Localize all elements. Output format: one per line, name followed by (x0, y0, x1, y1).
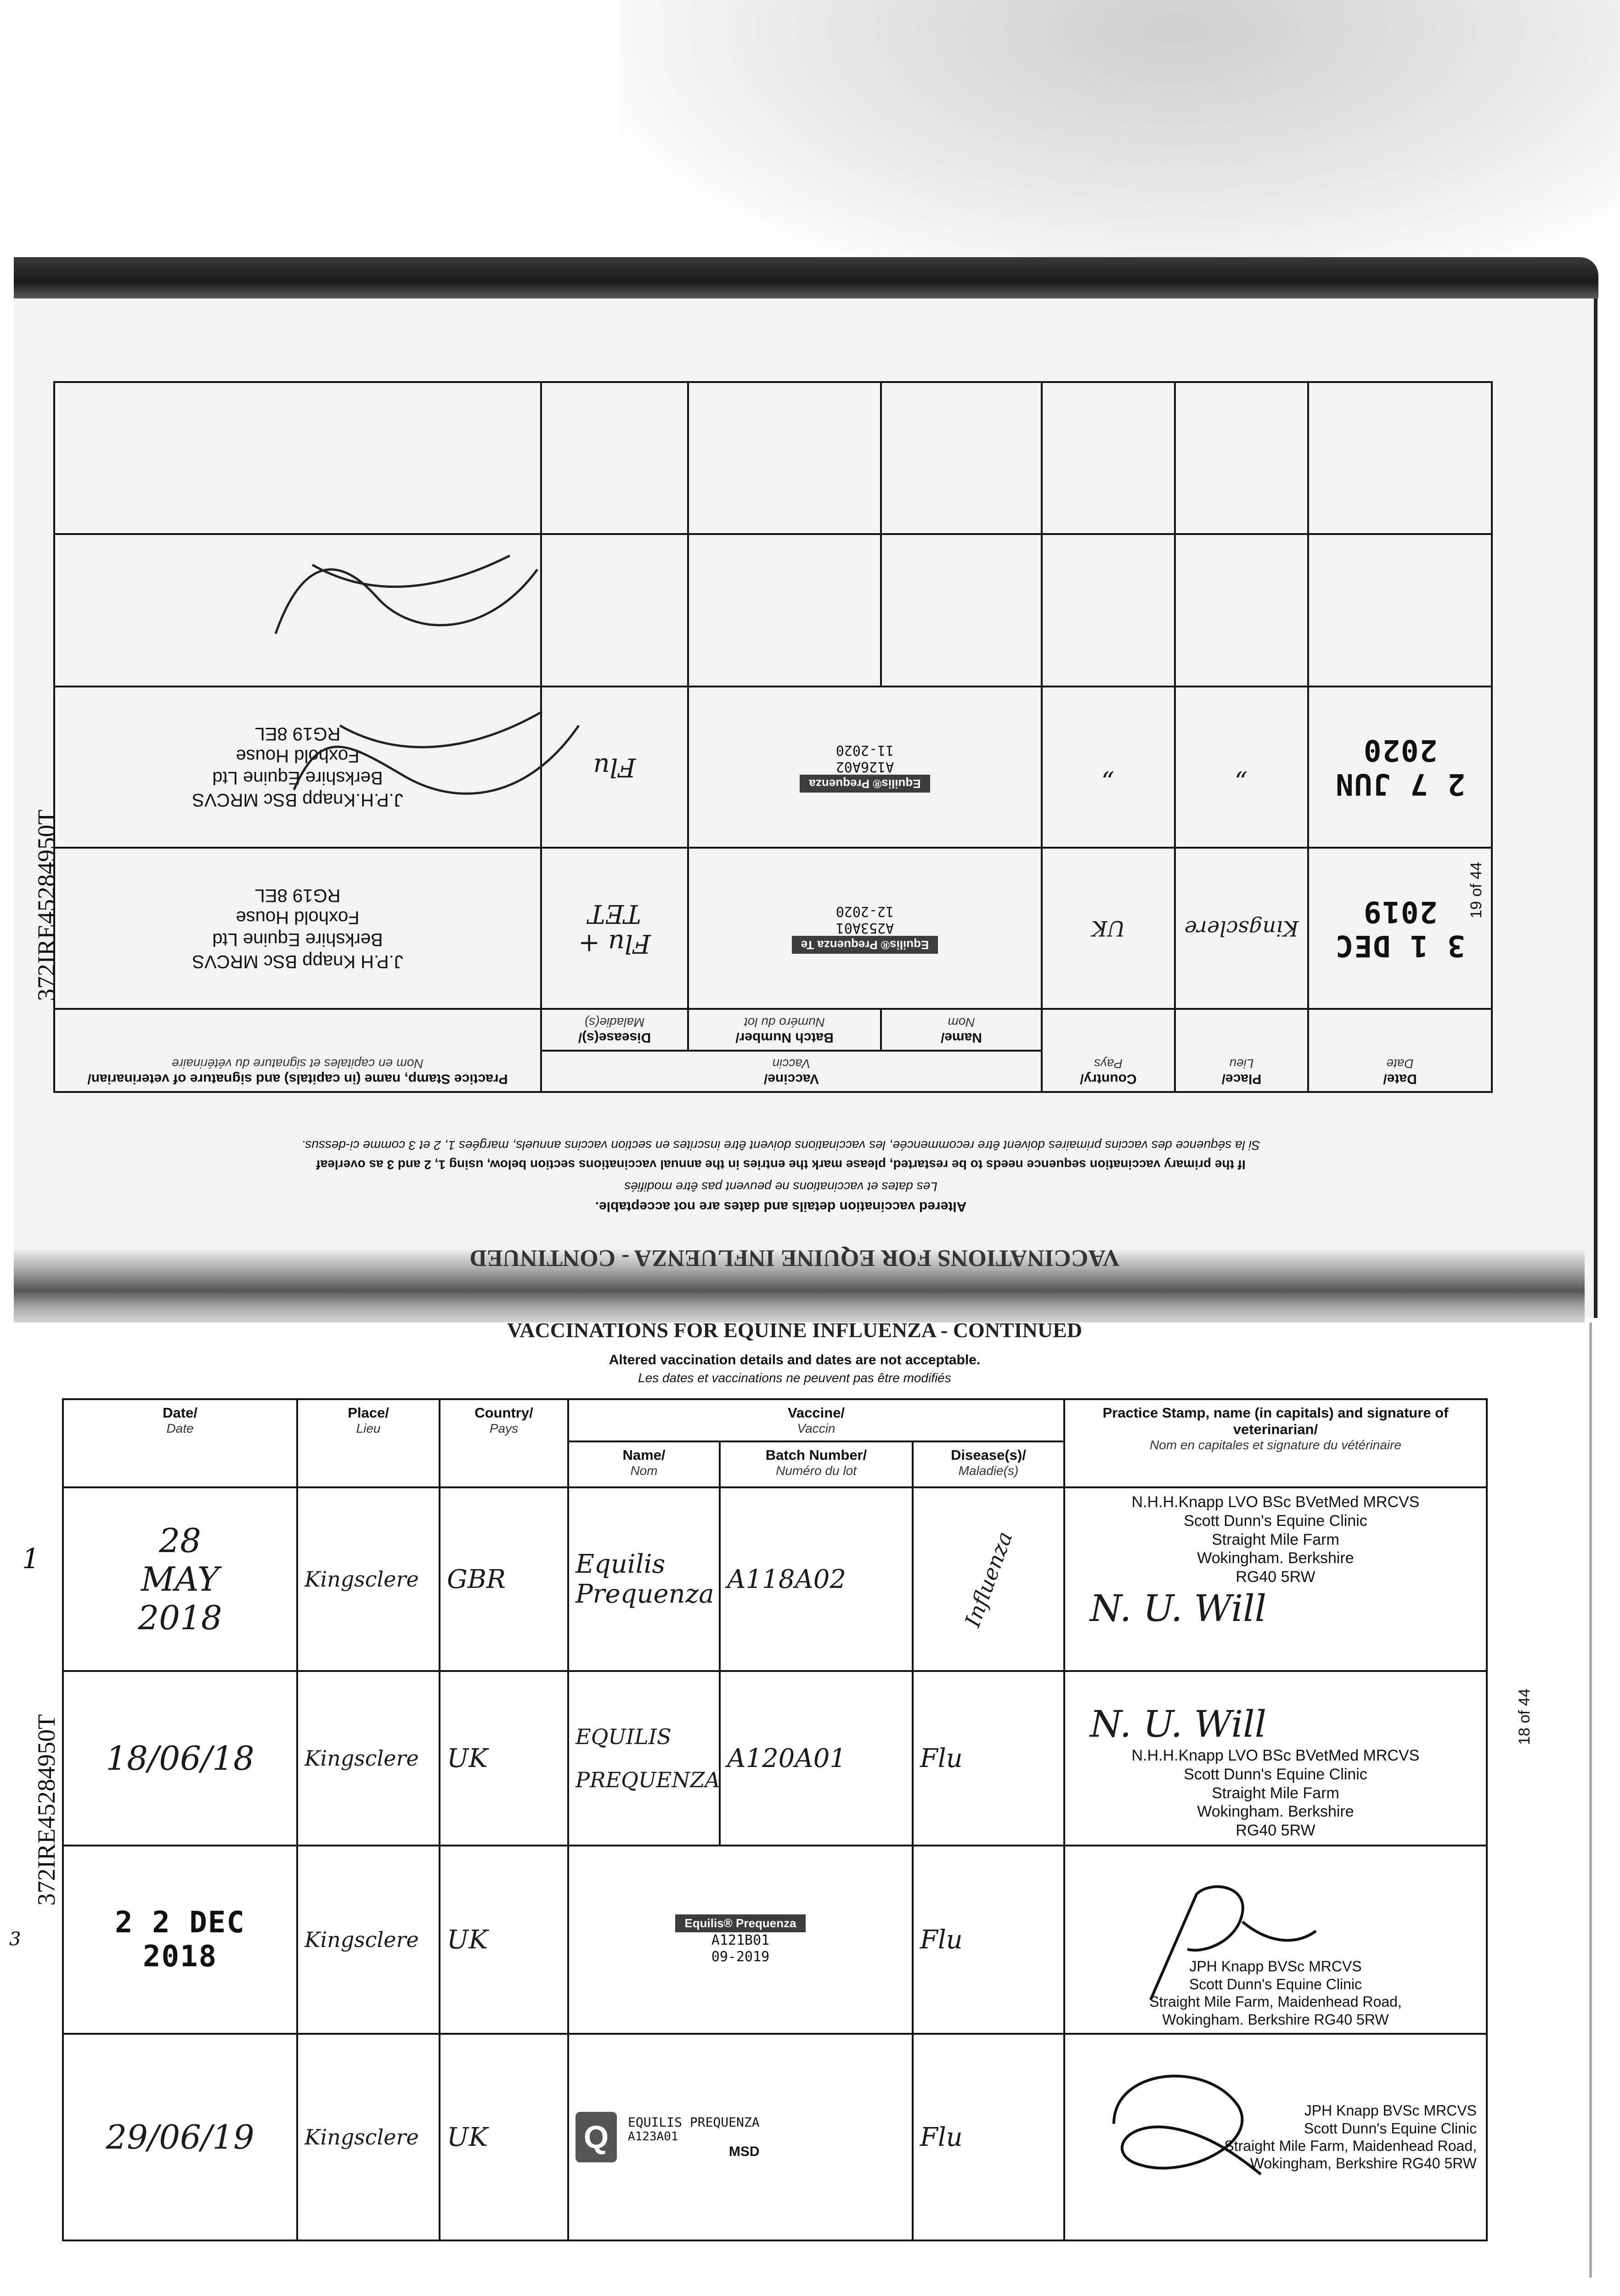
upper-row2-signature (266, 542, 551, 652)
lower-header-date: Date/ Date (63, 1399, 297, 1487)
scan-top-edge (14, 257, 1598, 298)
lower-row1-place: Kingsclere (297, 1487, 440, 1671)
upper-empty-row (54, 382, 1492, 534)
upper-header-practice: Practice Stamp, name (in capitals) and signature of veterinarian/ Nom en capitales et signature du vétérinaire (54, 1009, 541, 1092)
lower-row3-signature (1132, 1876, 1325, 2014)
lower-page-number: 18 of 44 (1516, 1688, 1533, 1745)
upper-passport-id: 372IRE45284950T (33, 810, 60, 1001)
lower-row1-name: Equilis Prequenza (568, 1487, 720, 1671)
lower-row4-signature (1086, 2050, 1279, 2188)
upper-row1-country: UK (1042, 848, 1175, 1009)
lower-row3-vet-stamp: JPH Knapp BVSc MRCVS Scott Dunn's Equine Clinic Straight Mile Farm, Maidenhead Road, Wokingham. Berkshire RG40 5RW (1064, 1846, 1487, 2034)
lower-header-country: Country/ Pays (440, 1399, 568, 1487)
lower-row1-batch: A118A02 (720, 1487, 913, 1671)
upper-row2-vet-stamp: J.P.H.Knapp BSc MRCVS Berkshire Equine Ltd Foxhold House RG19 8EL (54, 687, 541, 848)
upper-row2-date: 2 7 JUN 2020 (1308, 687, 1492, 848)
lower-header-disease: Disease(s)/ Maladie(s) (913, 1441, 1064, 1487)
lower-row2-name: EQUILIS PREQUENZA (568, 1671, 720, 1846)
upper-row1-vet-stamp: J.P.H Knapp BSc MRCVS Berkshire Equine Ltd Foxhold House RG19 8EL (54, 848, 541, 1009)
upper-notice-fr: Les dates et vaccinations ne peuvent pas être modifiés (624, 1180, 937, 1194)
scan-shadow (620, 0, 1620, 285)
upper-header-date: Date/ Date (1308, 1009, 1492, 1092)
upper-header-disease: Disease(s)/ Maladie(s) (541, 1009, 688, 1050)
lower-row3-date: 2 2 DEC 2018 (63, 1846, 297, 2034)
lower-row1-country: GBR (440, 1487, 568, 1671)
lower-header-name: Name/ Nom (568, 1441, 720, 1487)
upper-row2-place: ” (1175, 687, 1308, 848)
upper-restart-fr: Si la séquence des vaccins primaires doivent être recommencée, les vaccinations doivent être inscrites en section vaccins annuels, margées 1, 2 et 3 comme ci-dessus. (301, 1138, 1260, 1153)
upper-row1-place: Kingsclere (1175, 848, 1308, 1009)
primary-sequence-mark-1: 1 (22, 1543, 40, 1575)
lower-row2-vet-stamp: N. U. Will N.H.H.Knapp LVO BSc BVetMed MRCVS Scott Dunn's Equine Clinic Straight Mile Farm Wokingham. Berkshire RG40 5RW (1064, 1671, 1487, 1846)
lower-row3-place: Kingsclere (297, 1846, 440, 2034)
upper-row1-vaccine-label: Equilis® Prequenza Te A253A01 12-2020 (688, 848, 1042, 1009)
lower-row2-batch: A120A01 (720, 1671, 913, 1846)
upper-header-name: Name/ Nom (881, 1009, 1042, 1050)
upper-table-row (54, 687, 1492, 848)
upper-row1-disease: Flu + TET (541, 848, 688, 1009)
lower-table-row (63, 1487, 1487, 1671)
lower-header-vaccine: Vaccine/ Vaccin (568, 1399, 1064, 1441)
upper-header-batch: Batch Number/ Numéro du lot (688, 1009, 881, 1050)
lower-vaccination-table (62, 1398, 1486, 2239)
lower-row4-vaccine-label: Q EQUILIS PREQUENZA A123A01 MSD (568, 2034, 913, 2240)
lower-notice-en: Altered vaccination details and dates are not acceptable. (609, 1352, 981, 1367)
upper-table-row (54, 848, 1492, 1009)
upper-header-place: Place/ Lieu (1175, 1009, 1308, 1092)
upper-row2-disease: Flu (541, 687, 688, 848)
upper-header-vaccine: Vaccine/ Vaccin (541, 1051, 1042, 1092)
lower-row2-disease: Flu (913, 1671, 1064, 1846)
lower-row4-place: Kingsclere (297, 2034, 440, 2240)
lower-heading: VACCINATIONS FOR EQUINE INFLUENZA - CONTINUED (507, 1318, 1082, 1342)
lower-row2-date: 18/06/18 (63, 1671, 297, 1846)
lower-row1-vet-stamp: N.H.H.Knapp LVO BSc BVetMed MRCVS Scott Dunn's Equine Clinic Straight Mile Farm Wokingham. Berkshire RG40 5RW N. U. Will (1064, 1487, 1487, 1671)
lower-row4-disease: Flu (913, 2034, 1064, 2240)
lower-row2-country: UK (440, 1671, 568, 1846)
lower-row3-country: UK (440, 1846, 568, 2034)
upper-row1-signature (276, 698, 597, 817)
upper-heading: VACCINATIONS FOR EQUINE INFLUENZA - CONTINUED (469, 1245, 1120, 1271)
lower-passport-id: 372IRE45284950T (33, 1714, 60, 1906)
upper-page-number: 19 of 44 (1468, 862, 1485, 918)
lower-header-place: Place/ Lieu (297, 1399, 440, 1487)
lower-header-practice: Practice Stamp, name (in capitals) and signature of veterinarian/ Nom en capitales et signature du vétérinaire (1064, 1399, 1487, 1487)
primary-sequence-mark-3: 3 (9, 1929, 21, 1950)
upper-row2-vaccine-label: Equilis® Prequenza A126A02 11-2020 (688, 687, 1042, 848)
lower-row1-date: 28 MAY 2018 (63, 1487, 297, 1671)
lower-notice-fr: Les dates et vaccinations ne peuvent pas être modifiés (638, 1371, 951, 1385)
lower-table-row (63, 1671, 1487, 1846)
prequenza-logo-icon: Q (576, 2112, 617, 2162)
lower-row3-disease: Flu (913, 1846, 1064, 2034)
lower-row4-country: UK (440, 2034, 568, 2240)
lower-row2-place: Kingsclere (297, 1671, 440, 1846)
lower-row3-vaccine-label: Equilis® Prequenza A121B01 09-2019 (568, 1846, 913, 2034)
lower-row4-date: 29/06/19 (63, 2034, 297, 2240)
lower-row1-disease: Influenza (913, 1487, 1064, 1671)
upper-row2-country: ” (1042, 687, 1175, 848)
lower-header-batch: Batch Number/ Numéro du lot (720, 1441, 913, 1487)
upper-header-country: Country/ Pays (1042, 1009, 1175, 1092)
upper-vaccination-table (55, 381, 1493, 1093)
upper-notice-en: Altered vaccination details and dates are not acceptable. (595, 1199, 967, 1214)
upper-row1-date: 3 1 DEC 2019 (1308, 848, 1492, 1009)
lower-row4-vet-stamp: JPH Knapp BVSc MRCVS Scott Dunn's Equine Clinic Straight Mile Farm, Maidenhead Road, Wokingham, Berkshire RG40 5RW (1064, 2034, 1487, 2240)
upper-restart-en: If the primary vaccination sequence needs to be restarted, please mark the entries in the annual vaccinations section below, using 1, 2 and 3 as overleaf (316, 1158, 1246, 1172)
